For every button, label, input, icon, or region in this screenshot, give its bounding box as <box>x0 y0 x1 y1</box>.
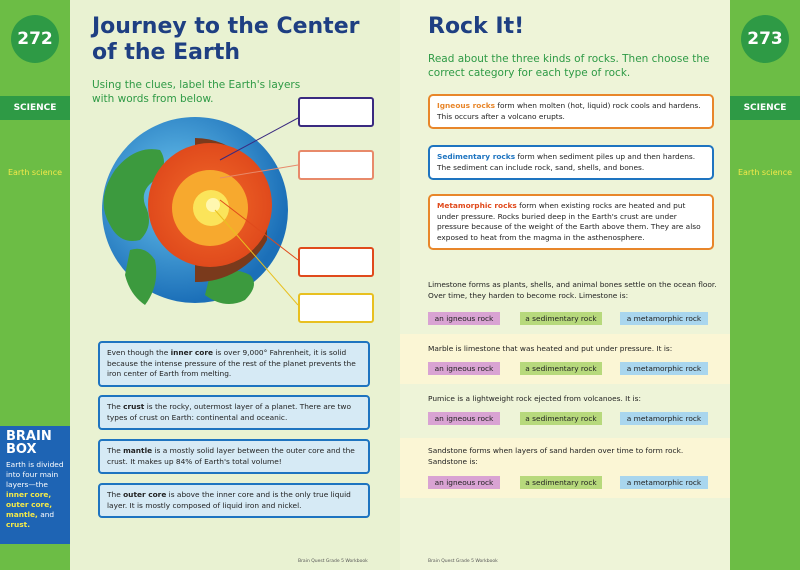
rock-box-metamorphic <box>428 194 714 250</box>
brain-box <box>0 426 70 544</box>
option-metamorphic-q4[interactable]: a metamorphic rock <box>620 476 708 489</box>
footer-left: Brain Quest Grade 5 Workbook <box>298 559 368 564</box>
info-text: The <box>107 490 124 499</box>
page-title-right: Rock It! <box>428 14 525 39</box>
info-text: is over 9,000° Fahrenheit, it is solid because the intense pressure of the rest of the planet prevents the iron center of Earth from melting. <box>107 348 356 378</box>
topic-label-left: Earth science <box>7 168 63 177</box>
option-sedimentary-q1[interactable]: a sedimentary rock <box>520 312 602 325</box>
brain-highlight-outer-core: outer core, <box>6 500 53 509</box>
info-text: The <box>107 402 124 411</box>
info-term: crust <box>123 402 145 411</box>
question-pumice: Pumice is a lightweight rock ejected from volcanoes. It is: <box>428 394 641 403</box>
rock-text: form when existing rocks are heated and put under pressure. Rocks buried deep in the Earth's crust are under pressure because of the weight of the Earth above them. They are also exposed to heat from the magma in the asthenosphere. <box>437 201 701 242</box>
layer-label-box-3[interactable] <box>298 247 374 277</box>
page-number-left: 272 <box>11 15 59 63</box>
option-sedimentary-q3[interactable]: a sedimentary rock <box>520 412 602 425</box>
option-igneous-q3[interactable]: an igneous rock <box>428 412 500 425</box>
option-metamorphic-q1[interactable]: a metamorphic rock <box>620 312 708 325</box>
layer-label-box-2[interactable] <box>298 150 374 180</box>
option-sedimentary-q4[interactable]: a sedimentary rock <box>520 476 602 489</box>
footer-right: Brain Quest Grade 5 Workbook <box>428 559 498 564</box>
inner-core-highlight <box>206 198 220 212</box>
brain-title-line-1: BRAIN <box>6 429 52 444</box>
info-box-inner-core <box>98 341 370 387</box>
brain-text-body: Earth is divided into four main layers—the <box>6 460 64 489</box>
option-sedimentary-q2[interactable]: a sedimentary rock <box>520 362 602 375</box>
info-text: is a mostly solid layer between the outer core and the crust. It makes up 84% of Earth's total volume! <box>107 446 355 466</box>
rock-term-igneous: Igneous rocks <box>437 101 496 110</box>
brain-highlight-mantle: mantle, <box>6 510 38 519</box>
rock-box-igneous <box>428 94 714 129</box>
rock-term-sedimentary: Sedimentary rocks <box>437 152 516 161</box>
question-band-marble <box>400 334 730 384</box>
info-text: Even though the <box>107 348 171 357</box>
right-page <box>400 0 730 570</box>
option-igneous-q1[interactable]: an igneous rock <box>428 312 500 325</box>
info-box-mantle <box>98 439 370 474</box>
info-term: inner core <box>170 348 214 357</box>
info-term: mantle <box>123 446 153 455</box>
subject-label-left: SCIENCE <box>0 96 70 120</box>
brain-title-line-2: BOX <box>6 442 37 457</box>
title-line-2: of the Earth <box>92 40 241 65</box>
option-igneous-q4[interactable]: an igneous rock <box>428 476 500 489</box>
brain-box-text <box>6 460 64 530</box>
page-title-left <box>92 14 359 66</box>
brain-text-and: and <box>37 510 55 519</box>
question-limestone: Limestone forms as plants, shells, and animal bones settle on the ocean floor. Over time, they harden to become rock. Limestone is: <box>428 280 717 300</box>
left-page <box>70 0 400 570</box>
question-sandstone: Sandstone forms when layers of sand harden over time to form rock. Sandstone is: <box>428 446 684 466</box>
page-number-right: 273 <box>741 15 789 63</box>
info-box-outer-core <box>98 483 370 518</box>
instructions-line-2: correct category for each type of rock. <box>428 67 631 79</box>
option-metamorphic-q2[interactable]: a metamorphic rock <box>620 362 708 375</box>
instructions-right <box>428 52 709 80</box>
title-line-1: Journey to the Center <box>92 14 360 39</box>
right-side-band <box>730 0 800 570</box>
instructions-line-2: with words from below. <box>92 93 214 105</box>
rock-term-metamorphic: Metamorphic rocks <box>437 201 517 210</box>
info-box-crust <box>98 395 370 430</box>
question-marble: Marble is limestone that was heated and put under pressure. It is: <box>428 344 673 353</box>
layer-label-box-1[interactable] <box>298 97 374 127</box>
rock-text: form when molten (hot, liquid) rock cools and hardens. This occurs after a volcano erupts. <box>437 101 701 121</box>
option-metamorphic-q3[interactable]: a metamorphic rock <box>620 412 708 425</box>
rock-box-sedimentary <box>428 145 714 180</box>
option-igneous-q2[interactable]: an igneous rock <box>428 362 500 375</box>
info-term: outer core <box>123 490 167 499</box>
info-text: The <box>107 446 124 455</box>
brain-box-title <box>6 430 64 456</box>
info-text: is the rocky, outermost layer of a planet. There are two types of crust on Earth: continental and oceanic. <box>107 402 351 422</box>
brain-highlight-crust: crust. <box>6 520 31 529</box>
instructions-line-1: Read about the three kinds of rocks. Then choose the <box>428 53 710 65</box>
instructions-line-1: Using the clues, label the Earth's layers <box>92 79 301 91</box>
continent-south <box>125 249 156 305</box>
layer-label-box-4[interactable] <box>298 293 374 323</box>
rock-text: form when sediment piles up and then hardens. The sediment can include rock, sand, shells, and bones. <box>437 152 696 172</box>
subject-label-right: SCIENCE <box>730 96 800 120</box>
topic-label-right: Earth science <box>737 168 793 177</box>
info-text: is above the inner core and is the only true liquid layer. It is mostly composed of liquid iron and nickel. <box>107 490 351 510</box>
brain-highlight-inner-core: inner core, <box>6 490 52 499</box>
